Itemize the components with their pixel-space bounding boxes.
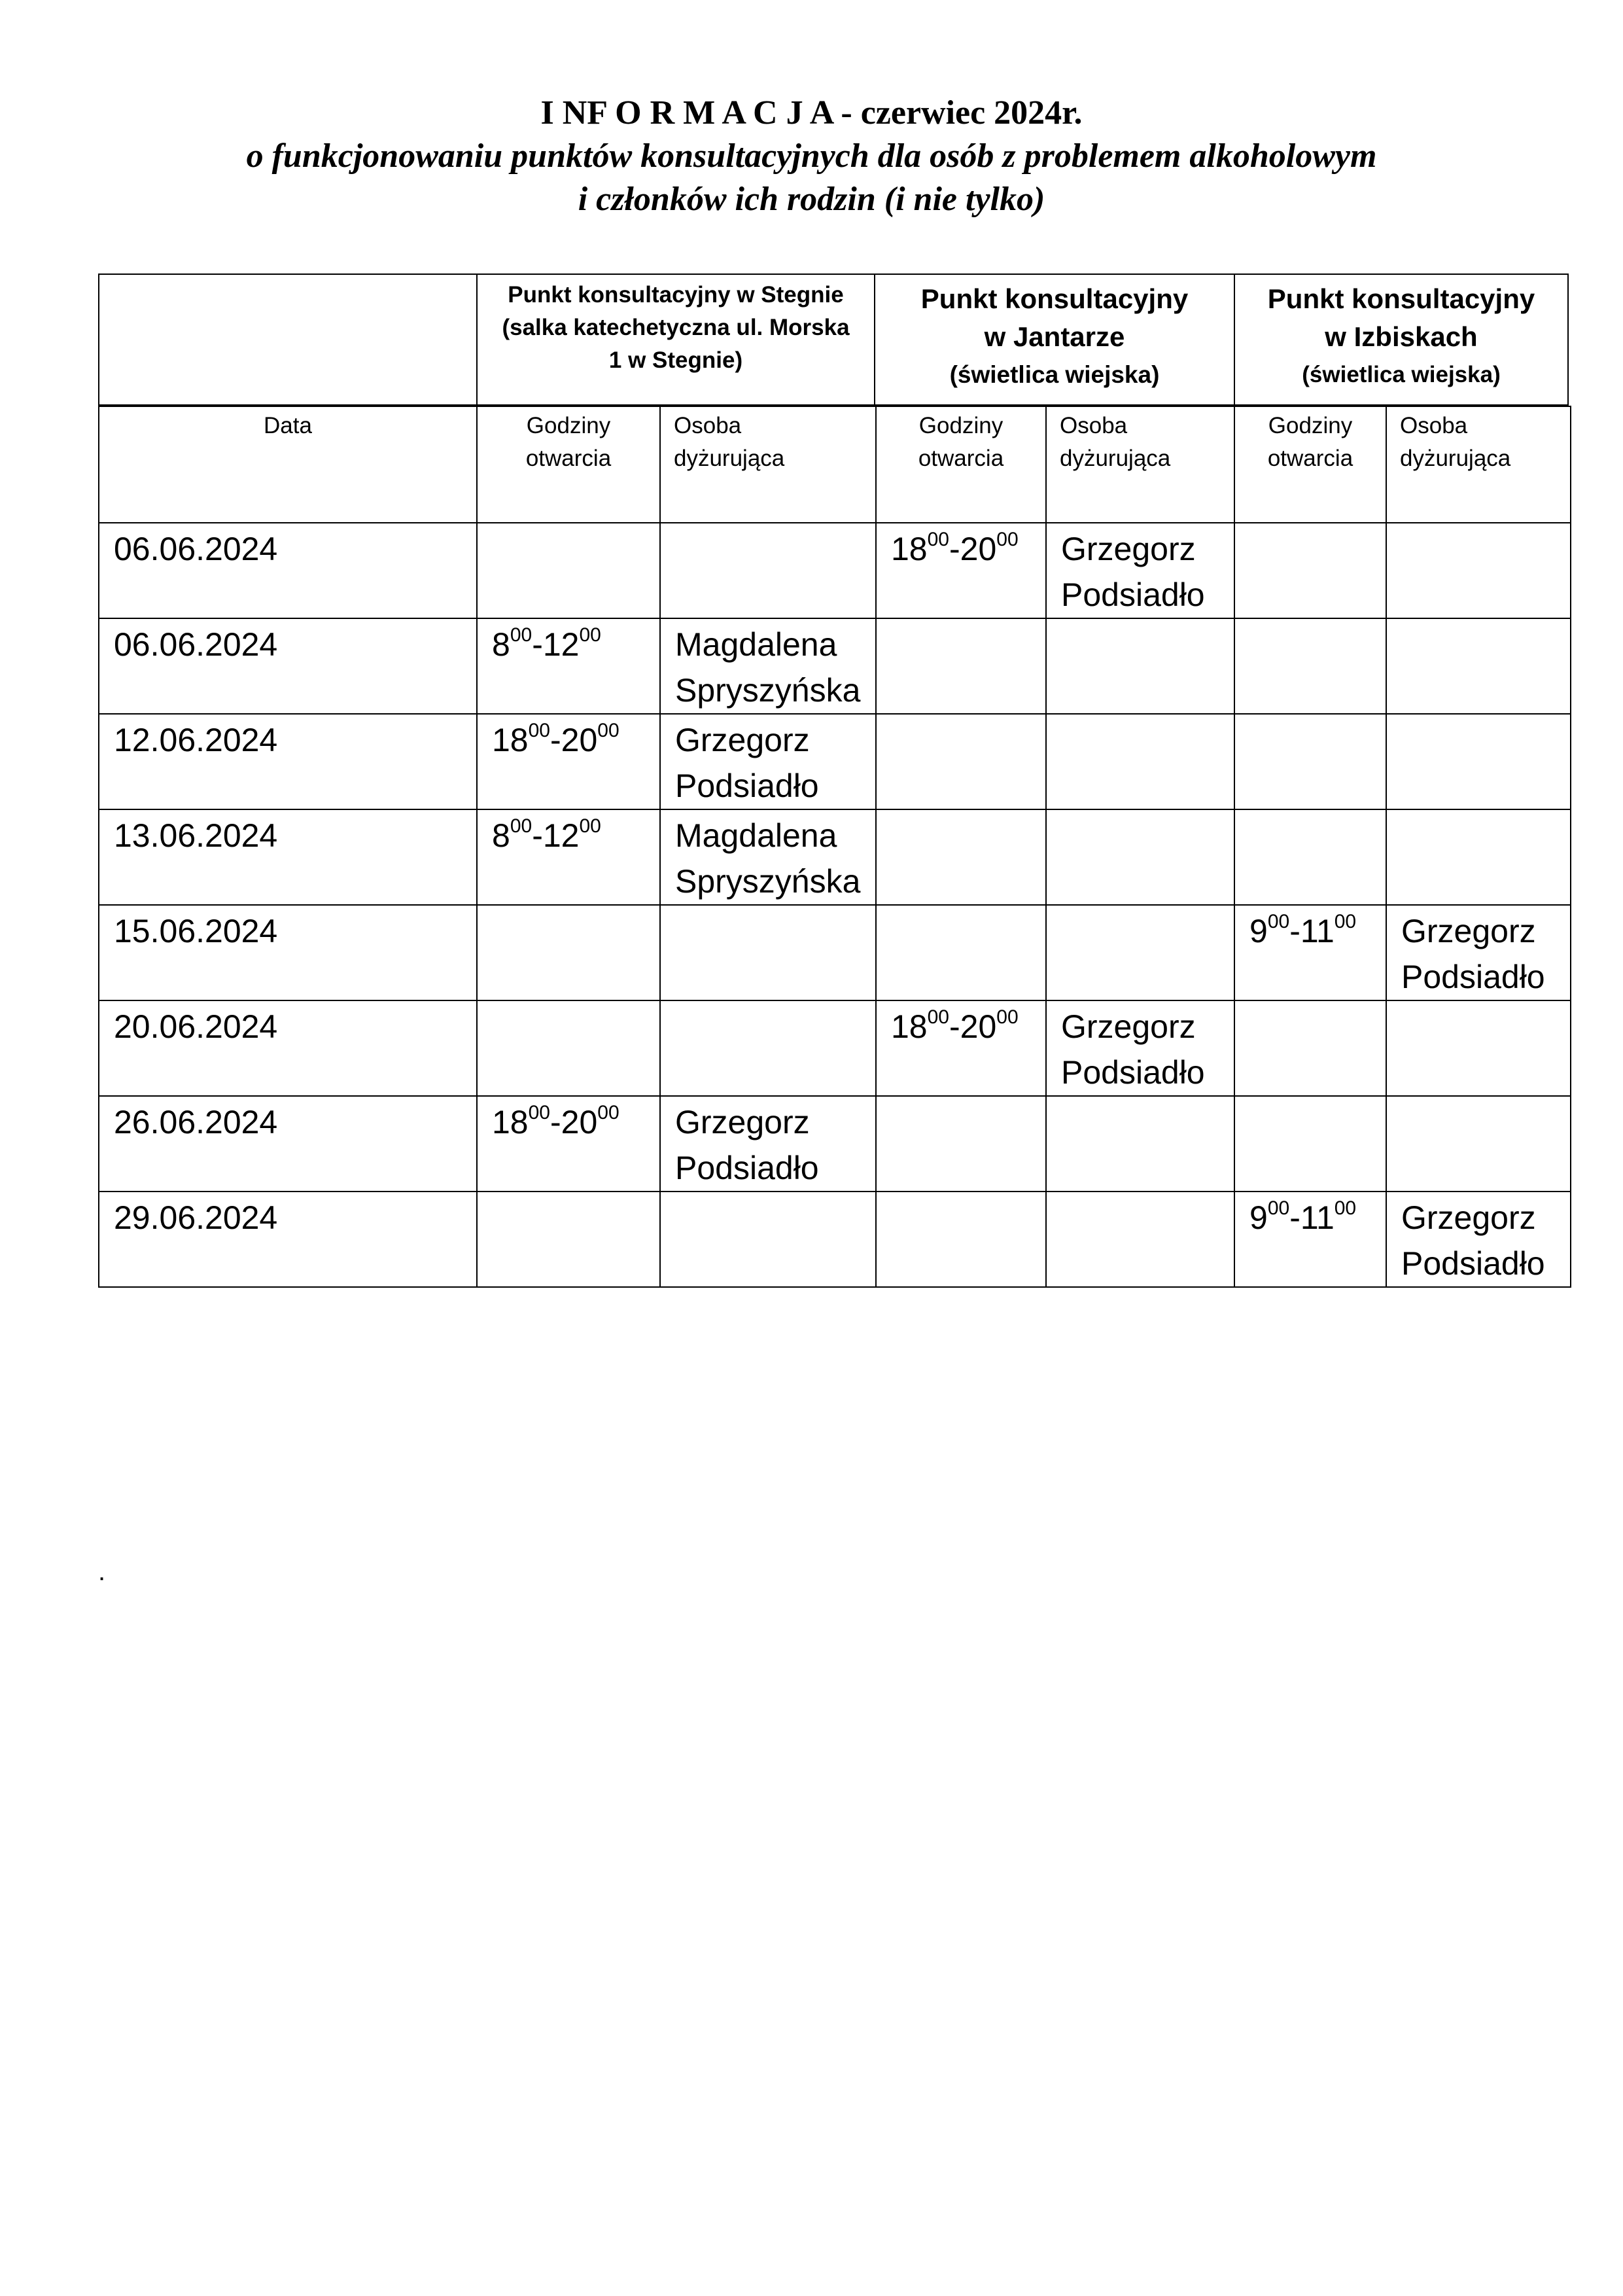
hour-end: 20 [960, 531, 997, 567]
table-row [99, 618, 1571, 714]
row-hours-s [477, 1000, 660, 1096]
hour-end-minutes: 00 [597, 720, 620, 742]
row-hours-i [1234, 618, 1386, 714]
row-hours-s [477, 1192, 660, 1287]
footer-mark: . [98, 1557, 106, 1586]
row-person-s [660, 809, 876, 905]
person-last-name: Spryszyńska [675, 863, 861, 900]
point-izbiska-line-3: (świetlica wiejska) [1302, 362, 1501, 387]
hour-end-minutes: 00 [1334, 1197, 1357, 1220]
row-date: 13.06.2024 [99, 809, 477, 905]
point-jantar-line-1: Punkt konsultacyjny [920, 283, 1189, 314]
person-first-name: Grzegorz [1401, 913, 1536, 949]
row-hours-j [876, 809, 1046, 905]
row-hours-j: $18^{00}-20^{00}$ [876, 523, 1046, 618]
person-first-name: Magdalena [675, 817, 837, 854]
point-stegna-line-1: Punkt konsultacyjny w Stegnie [508, 282, 844, 308]
hour-end: 20 [561, 1104, 598, 1140]
row-person-i [1386, 523, 1571, 618]
row-person-s [660, 714, 876, 809]
person-first-name: Magdalena [675, 626, 837, 663]
row-hours-i [1234, 523, 1386, 618]
title-line-1: I NF O R M A C J A - czerwiec 2024r. [540, 94, 1083, 132]
row-person-j [1046, 523, 1234, 618]
table-row [99, 714, 1571, 809]
hour-end: 11 [1300, 913, 1335, 949]
schedule-rows [99, 523, 1571, 1287]
hour-start: 18 [492, 722, 529, 758]
schedule-table [98, 406, 1571, 1288]
row-person-i [1386, 809, 1571, 905]
hour-end: 12 [542, 817, 580, 854]
person-first-name: Grzegorz [1401, 1199, 1536, 1236]
point-jantar-line-2: w Jantarze [984, 321, 1125, 352]
col-jantar-person: Osoba dyżurująca [1046, 406, 1234, 523]
hour-start-minutes: 00 [1267, 1197, 1290, 1220]
hour-start-minutes: 00 [528, 720, 550, 742]
row-person-s [660, 1000, 876, 1096]
person-last-name: Podsiadło [1401, 1245, 1545, 1282]
hour-start: 9 [1249, 1199, 1268, 1236]
row-hours-j [876, 714, 1046, 809]
point-stegna-header [477, 274, 875, 405]
row-hours-j [876, 1096, 1046, 1192]
hour-start: 8 [492, 626, 510, 663]
row-hours-j [876, 905, 1046, 1000]
col-izbiska-person: Osoba dyżurująca [1386, 406, 1571, 523]
row-person-s [660, 1192, 876, 1287]
row-person-j [1046, 1096, 1234, 1192]
person-first-name: Grzegorz [1061, 531, 1196, 567]
point-izbiska-header [1234, 274, 1568, 405]
points-header-table [98, 274, 1569, 406]
col-stegna-hours: Godziny otwarcia [477, 406, 660, 523]
row-person-i [1386, 1096, 1571, 1192]
hour-start-minutes: 00 [927, 1006, 949, 1029]
row-hours-j [876, 1192, 1046, 1287]
row-date: 12.06.2024 [99, 714, 477, 809]
hour-start-minutes: 00 [528, 1102, 550, 1124]
hour-start: 8 [492, 817, 510, 854]
hour-end-minutes: 00 [579, 815, 601, 838]
hour-end-minutes: 00 [1334, 911, 1357, 933]
row-date: 06.06.2024 [99, 523, 477, 618]
hour-end-minutes: 00 [996, 529, 1019, 551]
hour-start-minutes: 00 [510, 815, 532, 838]
row-date: 06.06.2024 [99, 618, 477, 714]
hour-end: 11 [1300, 1199, 1335, 1236]
row-hours-i [1234, 1096, 1386, 1192]
hour-start: 18 [891, 531, 928, 567]
row-person-j [1046, 714, 1234, 809]
row-hours-j [876, 618, 1046, 714]
person-last-name: Podsiadło [1061, 576, 1205, 613]
person-first-name: Grzegorz [1061, 1008, 1196, 1045]
row-hours-s: $18^{00}-20^{00}$ [477, 714, 660, 809]
table-row [99, 1000, 1571, 1096]
table-row [99, 1192, 1571, 1287]
title-line-3: i członków ich rodzin (i nie tylko) [578, 181, 1045, 218]
hour-start: 9 [1249, 913, 1268, 949]
person-last-name: Podsiadło [1401, 959, 1545, 995]
table-row [99, 809, 1571, 905]
hour-end-minutes: 00 [996, 1006, 1019, 1029]
person-first-name: Grzegorz [675, 722, 810, 758]
row-hours-s: $8^{00}-12^{00}$ [477, 809, 660, 905]
row-person-i [1386, 714, 1571, 809]
point-jantar-line-3: (świetlica wiejska) [949, 361, 1160, 388]
row-hours-i: $9^{00}-11^{00}$ [1234, 1192, 1386, 1287]
col-stegna-person: Osoba dyżurująca [660, 406, 876, 523]
point-izbiska-line-2: w Izbiskach [1325, 321, 1478, 352]
row-date: 15.06.2024 [99, 905, 477, 1000]
table-row [99, 1096, 1571, 1192]
row-person-i [1386, 1000, 1571, 1096]
column-header-row [99, 406, 1571, 523]
row-person-s [660, 1096, 876, 1192]
hour-start: 18 [891, 1008, 928, 1045]
hour-start: 18 [492, 1104, 529, 1140]
hour-end: 20 [960, 1008, 997, 1045]
col-izbiska-hours: Godziny otwarcia [1234, 406, 1386, 523]
point-jantar-header [875, 274, 1234, 405]
row-person-i [1386, 618, 1571, 714]
row-person-i [1386, 905, 1571, 1000]
table-row [99, 523, 1571, 618]
row-hours-i: $9^{00}-11^{00}$ [1234, 905, 1386, 1000]
hour-end: 20 [561, 722, 598, 758]
row-person-j [1046, 1192, 1234, 1287]
row-person-j [1046, 1000, 1234, 1096]
hour-end-minutes: 00 [579, 624, 601, 646]
row-hours-s: $8^{00}-12^{00}$ [477, 618, 660, 714]
title-line-2: o funkcjonowaniu punktów konsultacyjnych dla osób z problemem alkoholowym [246, 137, 1377, 175]
hour-end: 12 [542, 626, 580, 663]
person-last-name: Podsiadło [1061, 1054, 1205, 1091]
header-empty-cell [99, 274, 477, 405]
hour-start-minutes: 00 [1267, 911, 1290, 933]
col-jantar-hours: Godziny otwarcia [876, 406, 1046, 523]
row-hours-i [1234, 809, 1386, 905]
row-person-s [660, 523, 876, 618]
table-row [99, 905, 1571, 1000]
point-stegna-line-2: (salka katechetyczna ul. Morska [502, 315, 850, 340]
person-first-name: Grzegorz [675, 1104, 810, 1140]
hour-start-minutes: 00 [927, 529, 949, 551]
row-person-s [660, 618, 876, 714]
row-date: 29.06.2024 [99, 1192, 477, 1287]
hour-end-minutes: 00 [597, 1102, 620, 1124]
row-person-j [1046, 905, 1234, 1000]
row-hours-s: $18^{00}-20^{00}$ [477, 1096, 660, 1192]
row-person-j [1046, 809, 1234, 905]
row-hours-i [1234, 1000, 1386, 1096]
document-title [0, 92, 1623, 221]
row-hours-s [477, 905, 660, 1000]
hour-start-minutes: 00 [510, 624, 532, 646]
row-person-s [660, 905, 876, 1000]
row-hours-j: $18^{00}-20^{00}$ [876, 1000, 1046, 1096]
col-date: Data [99, 406, 477, 523]
row-hours-i [1234, 714, 1386, 809]
person-last-name: Podsiadło [675, 768, 819, 804]
row-person-j [1046, 618, 1234, 714]
person-last-name: Spryszyńska [675, 672, 861, 709]
person-last-name: Podsiadło [675, 1150, 819, 1186]
row-hours-s [477, 523, 660, 618]
row-person-i [1386, 1192, 1571, 1287]
row-date: 26.06.2024 [99, 1096, 477, 1192]
row-date: 20.06.2024 [99, 1000, 477, 1096]
point-izbiska-line-1: Punkt konsultacyjny [1267, 283, 1535, 314]
point-stegna-line-3: 1 w Stegnie) [608, 347, 743, 373]
